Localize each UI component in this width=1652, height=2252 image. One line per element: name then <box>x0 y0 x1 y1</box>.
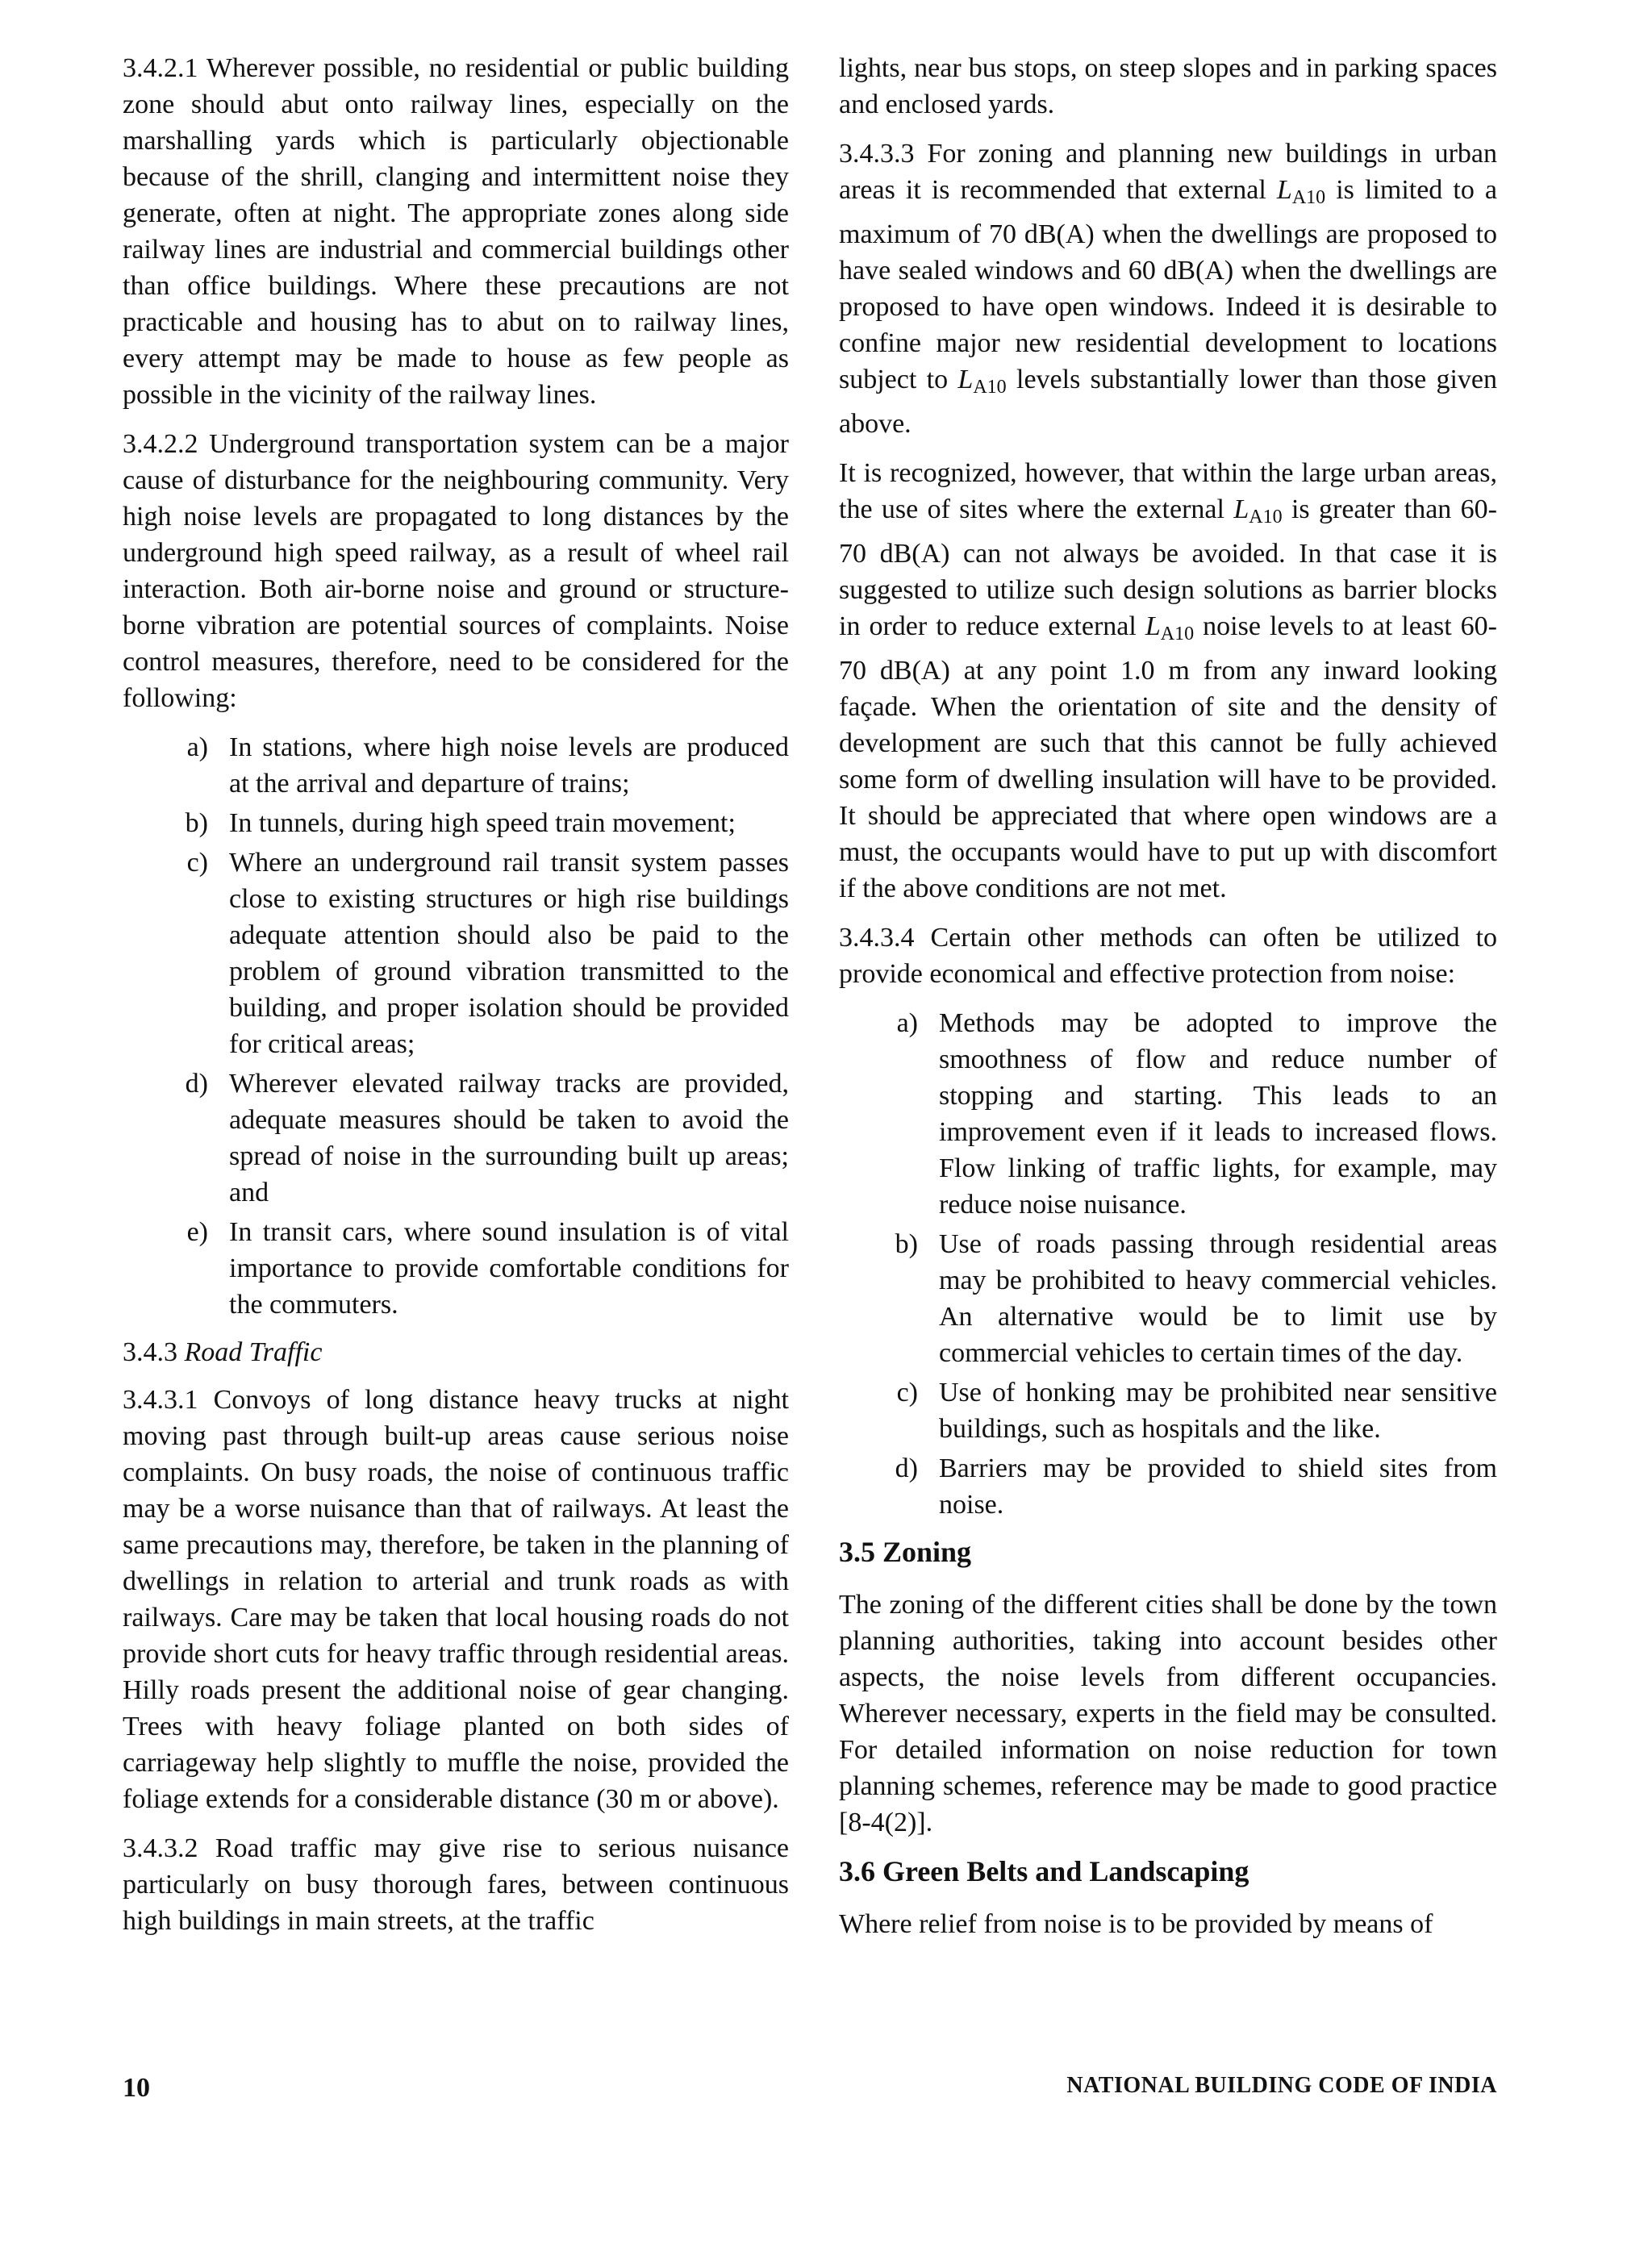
paragraph-text: Underground transportation system can be a major cause of disturbance for the neighbouring community. Very high noise levels are propagated to long distances by the underground high speed railway, as a result of wheel rail interaction. Both air-borne noise and ground or structure-borne vibration are potential sources of complaints. Noise control measures, therefore, need to be considered for the following: <box>123 429 790 713</box>
clause-number: 3.4.3.4 <box>839 923 915 953</box>
list-text: Barriers may be provided to shield sites from noise. <box>939 1453 1497 1520</box>
left-column <box>123 50 789 1952</box>
paragraph-text: Convoys of long distance heavy trucks at night moving past through built-up areas cause serious noise complaints. On busy roads, the noise of continuous traffic may be a worse nuisance than that of railways. At least the same precautions may, therefore, be taken in the planning of dwellings in relation to arterial and trunk roads as with railways. Care may be taken that local housing roads do not provide short cuts for heavy traffic through residential areas. Hilly roads present the additional noise of gear changing. Trees with heavy foliage planted on both sides of carriageway help slightly to muffle the noise, provided the foliage extends for a considerable distance (30 m or above). <box>123 1385 789 1814</box>
metric-symbol: L <box>1276 175 1292 205</box>
list-label: d) <box>185 1069 208 1099</box>
protection-methods-list <box>839 1005 1497 1523</box>
clause-number: 3.4.3.3 <box>839 139 915 169</box>
paragraph-text: levels substantially lower than those given above. <box>839 365 1498 439</box>
paragraph-3-4-3-2 <box>123 1830 789 1939</box>
section-number: 3.6 <box>839 1855 875 1887</box>
clause-number: 3.4.2.2 <box>123 429 198 459</box>
paragraph-continuation: lights, near bus stops, on steep slopes and in parking spaces and enclosed yards. <box>839 53 1497 119</box>
paragraph-text: For zoning and planning new buildings in urban areas it is recommended that external <box>839 139 1498 205</box>
right-column <box>839 50 1497 1955</box>
underground-measures-list <box>123 729 789 1323</box>
list-label: d) <box>895 1453 918 1483</box>
paragraph-recognized <box>839 455 1497 907</box>
paragraph-3-4-3-4 <box>839 920 1497 992</box>
list-item <box>166 805 789 841</box>
section-heading-zoning <box>839 1534 1497 1570</box>
paragraph-text: is greater than 60-70 dB(A) can not always be avoided. In that case it is suggested to utilize such design solutions as barrier blocks in order to reduce external <box>839 494 1497 641</box>
page-footer <box>123 2073 1497 2105</box>
list-label: b) <box>895 1229 918 1259</box>
list-label: a) <box>186 732 208 762</box>
list-text: In transit cars, where sound insulation is of vital importance to provide comfortable conditions for the commuters. <box>229 1217 789 1320</box>
page-number: 10 <box>123 2073 150 2103</box>
section-title: Road Traffic <box>184 1337 323 1367</box>
section-title: Zoning <box>882 1536 972 1568</box>
list-item <box>166 1066 789 1211</box>
section-title: Green Belts and Landscaping <box>882 1855 1249 1887</box>
list-text: Use of roads passing through residential areas may be prohibited to heavy commercial vehicles. An alternative would be to limit use by commercial vehicles to certain times of the day. <box>939 1229 1497 1368</box>
list-label: e) <box>186 1217 208 1247</box>
paragraph-3-4-3-3 <box>839 136 1497 442</box>
list-item <box>166 844 789 1062</box>
list-item <box>876 1005 1497 1223</box>
list-text: Methods may be adopted to improve the smoothness of flow and reduce number of stopping and starting. This leads to an improvement even if it leads to increased flows. Flow linking of traffic lights, for example, may reduce noise nuisance. <box>939 1008 1497 1220</box>
list-item <box>876 1450 1497 1523</box>
list-label: c) <box>896 1378 918 1408</box>
paragraph-text: Wherever possible, no residential or public building zone should abut onto railway lines, especially on the marshalling yards which is particularly objectionable because of the shrill, clanging and intermittent noise they generate, often at night. The appropriate zones along side railway lines are industrial and commercial buildings other than office buildings. Where these precautions are not practicable and housing has to abut on to railway lines, every attempt may be made to house as few people as possible in the vicinity of the railway lines. <box>123 53 789 410</box>
document-title: NATIONAL BUILDING CODE OF INDIA <box>1066 2073 1497 2098</box>
clause-number: 3.4.3.2 <box>123 1833 198 1863</box>
list-label: c) <box>186 848 208 878</box>
list-label: a) <box>896 1008 918 1038</box>
metric-subscript: A10 <box>1249 507 1283 528</box>
metric-symbol: L <box>957 365 974 394</box>
clause-number: 3.4.3.1 <box>123 1385 198 1415</box>
paragraph-text: Certain other methods can often be utilized to provide economical and effective protection from noise: <box>839 923 1497 989</box>
list-text: Where an underground rail transit system passes close to existing structures or high rise buildings adequate attention should also be paid to the problem of ground vibration transmitted to the building, and proper isolation should be provided for critical areas; <box>229 848 789 1059</box>
metric-symbol: L <box>1233 494 1249 524</box>
list-item <box>876 1374 1497 1447</box>
subsection-heading-road-traffic <box>123 1334 789 1370</box>
list-text: Wherever elevated railway tracks are provided, adequate measures should be taken to avoid the spread of noise in the surrounding built up areas; and <box>229 1069 789 1207</box>
section-number: 3.4.3 <box>123 1337 177 1367</box>
paragraph-text: noise levels to at least 60-70 dB(A) at any point 1.0 m from any inward looking façade. When the orientation of site and the density of development are such that this cannot be fully achieved some form of dwelling insulation will have to be provided. It should be appreciated that where open windows are a must, the occupants would have to put up with discomfort if the above conditions are not met. <box>839 611 1498 903</box>
paragraph-green-belts: Where relief from noise is to be provided by means of <box>839 1909 1433 1939</box>
metric-subscript: A10 <box>973 377 1007 398</box>
list-label: b) <box>185 808 208 838</box>
clause-number: 3.4.2.1 <box>123 53 198 83</box>
paragraph-3-4-2-1 <box>123 50 789 413</box>
paragraph-3-4-2-2 <box>123 426 789 716</box>
list-item <box>166 1214 789 1323</box>
list-item <box>876 1226 1497 1371</box>
list-text: In stations, where high noise levels are produced at the arrival and departure of trains; <box>229 732 789 799</box>
metric-subscript: A10 <box>1291 187 1326 208</box>
paragraph-text: It is recognized, however, that within the large urban areas, the use of sites where the external <box>839 458 1497 524</box>
section-heading-green-belts <box>839 1854 1497 1890</box>
list-item <box>166 729 789 802</box>
paragraph-text: is limited to a maximum of 70 dB(A) when the dwellings are proposed to have sealed windows and 60 dB(A) when the dwellings are proposed to have open windows. Indeed it is desirable to confine major new residential development to locations subject to <box>839 175 1497 394</box>
metric-subscript: A10 <box>1160 623 1195 644</box>
paragraph-3-4-3-1 <box>123 1382 789 1817</box>
metric-symbol: L <box>1145 611 1161 641</box>
paragraph-zoning: The zoning of the different cities shall be done by the town planning authorities, taking into account besides other aspects, the noise levels from different occupancies. Wherever necessary, experts in the field may be consulted. For detailed information on noise reduction for town planning schemes, reference may be made to good practice [8-4(2)]. <box>839 1590 1497 1837</box>
list-text: Use of honking may be prohibited near sensitive buildings, such as hospitals and the like. <box>939 1378 1497 1444</box>
section-number: 3.5 <box>839 1536 875 1568</box>
paragraph-text: Road traffic may give rise to serious nuisance particularly on busy thorough fares, between continuous high buildings in main streets, at the traffic <box>123 1833 789 1936</box>
list-text: In tunnels, during high speed train movement; <box>229 808 736 838</box>
